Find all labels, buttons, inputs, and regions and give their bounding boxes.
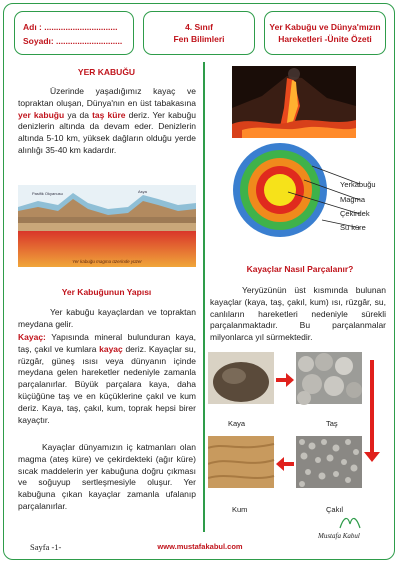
unit-title-line2: Hareketleri -Ünite Özeti xyxy=(278,34,372,44)
page-number: Sayfa -1- xyxy=(30,542,62,552)
section-title-yer-kabugu: YER KABUĞU xyxy=(77,67,136,77)
term-kayac-heading: Kayaç: xyxy=(18,332,46,342)
lava-image xyxy=(232,66,356,138)
image-caption: Yer kabuğu magma üzerinde yüzer xyxy=(72,259,142,264)
unit-title-line1: Yer Kabuğu ve Dünya'mızın xyxy=(269,22,381,32)
layer-label-yerkabugu: Yerkabuğu xyxy=(340,180,376,189)
paragraph-yapi-intro: Yer kabuğu kayaçlardan ve topraktan meydana gelir. xyxy=(18,307,196,329)
section-title-yapi: Yer Kabuğunun Yapısı xyxy=(61,287,152,297)
term-kayac: kayaç xyxy=(99,343,123,354)
crust-cross-section-image xyxy=(18,185,196,267)
term-tas-kure: taş küre xyxy=(92,109,126,120)
rock-label-kum: Kum xyxy=(232,505,248,514)
class-info-box xyxy=(143,11,255,55)
paragraph-kayac-olusum: Kayaçlar dünyamızın iç katmanları olan magma (ateş küre) ve çekirdekteki (ağır küre) sıcak maddelerin yer kabuğuna doğru çıkması ve soğuyup sertleşmesiyle oluşur. Yer kabuğuna çıkan kayaçlar zamanla ufalanıp parçalanırlar. xyxy=(18,442,196,511)
unit-info-box xyxy=(264,11,386,55)
layer-label-cekirdek: Çekirdek xyxy=(340,209,370,218)
arrow-right-icon xyxy=(276,373,294,387)
grade-label: 4. Sınıf xyxy=(185,22,213,32)
name-field[interactable]: Adı : ............................... xyxy=(23,22,118,32)
term-yer-kabugu: yer kabuğu xyxy=(18,109,65,120)
svg-text:Asya: Asya xyxy=(138,189,147,194)
arrow-down-icon xyxy=(364,360,380,462)
column-divider xyxy=(203,62,205,532)
earth-layers-diagram xyxy=(232,140,392,240)
arrow-left-icon xyxy=(276,457,294,471)
svg-text:Pasifik Okyanusu: Pasifik Okyanusu xyxy=(32,191,63,196)
rock-label-kaya: Kaya xyxy=(228,419,246,428)
cekirdek-layer xyxy=(264,174,296,206)
rock-label-tas: Taş xyxy=(326,419,338,428)
section-title-parcalanma: Kayaçlar Nasıl Parçalanır? xyxy=(246,264,354,274)
paragraph-kayac: Kayaç: Yapısında mineral bulunduran kaya, taş, çakıl ve kumlara kayaç deriz. Kayaçlar su, rüzgâr, güneş ısısı veya dünyanın içinde meydana gelen hareketler nedeniyle zamanla parçalanırlar. Büyük parçalara kaya, daha küçüğüne taş ve en küçüklerine çakıl ve kum deriz. Kaya, taş, çakıl, kum, toprak hepsi birer kayaçtır. xyxy=(18,332,197,425)
paragraph-yer-kabugu: Üzerinde yaşadığımız kayaç ve topraktan oluşan, Dünya'nın en üst tabakasına yer kabuğu ya da taş küre deriz. Yer kabuğu denizlerin altında da devam eder. Denizlerin altında 5-10 km, yüksek dağların olduğu yerde alınlığı 35-40 km kadardır. xyxy=(18,86,196,155)
subject-label: Fen Bilimleri xyxy=(173,34,225,44)
surname-field[interactable]: Soyadı: ............................ xyxy=(23,36,123,46)
layer-label-magma: Magma xyxy=(340,195,366,204)
rock-label-cakil: Çakıl xyxy=(326,505,344,514)
signature-text: Mustafa Kabul xyxy=(318,532,360,540)
student-info-box xyxy=(14,11,134,55)
paragraph-parcalanma: Yeryüzünün üst kısmında bulunan kayaçlar (kaya, taş, çakıl, kum) ısı, rüzgâr, su, canlıların hareketleri nedeniyle sürekli parçalanmaktadır. Bu parçalanmalar milyonlarca yıl sürmektedir. xyxy=(210,285,386,343)
signature-logo-icon xyxy=(338,514,362,532)
layer-label-su-kure: Su küre xyxy=(340,223,366,232)
website-link[interactable]: www.mustafakabul.com xyxy=(157,542,243,551)
